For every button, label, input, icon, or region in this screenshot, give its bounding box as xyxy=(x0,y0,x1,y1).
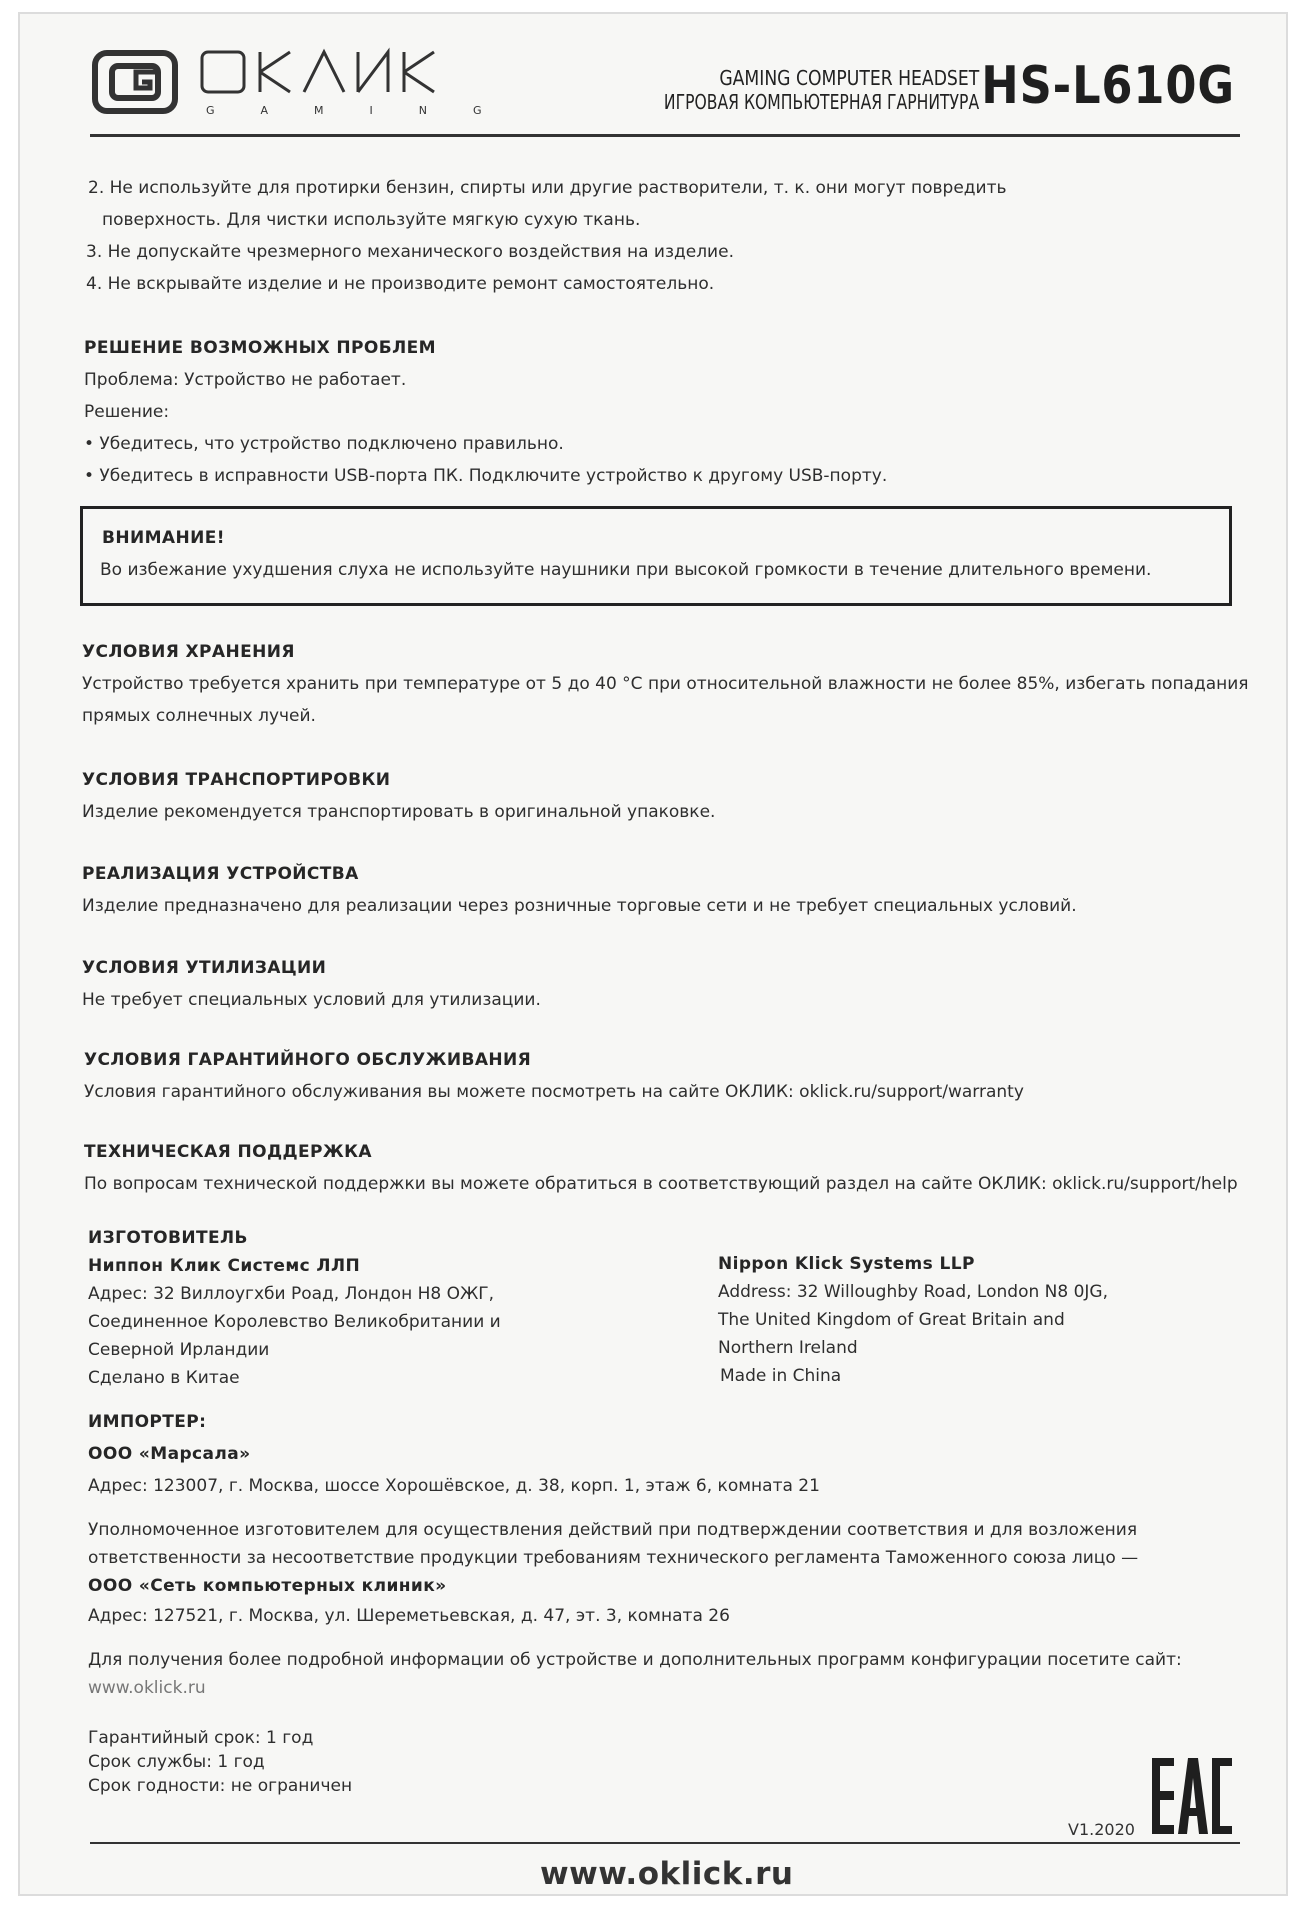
footer-website-link[interactable]: www.oklick.ru xyxy=(540,1856,794,1892)
solution-item: • Убедитесь, что устройство подключено правильно. xyxy=(84,434,564,454)
manufacturer-name-ru: Ниппон Клик Системс ЛЛП xyxy=(88,1256,361,1276)
warning-title: ВНИМАНИЕ! xyxy=(102,528,225,548)
manufacturer-name-en: Nippon Klick Systems LLP xyxy=(718,1254,975,1274)
more-info-link[interactable]: www.oklick.ru xyxy=(88,1678,206,1698)
manufacturer-address-ru: Адрес: 32 Виллоугхби Роад, Лондон Н8 ОЖГ, xyxy=(88,1284,495,1304)
transport-text: Изделие рекомендуется транспортировать в оригинальной упаковке. xyxy=(82,802,716,822)
solution-label: Решение: xyxy=(84,402,170,422)
disposal-text: Не требует специальных условий для утилизации. xyxy=(82,990,541,1010)
care-item-4: 4. Не вскрывайте изделие и не производите ремонт самостоятельно. xyxy=(86,274,715,294)
authorized-text: Уполномоченное изготовителем для осуществления действий при подтверждении соответствия и для возложения xyxy=(88,1520,1138,1540)
warning-text: Во избежание ухудшения слуха не используйте наушники при высокой громкости в течение длительного времени. xyxy=(100,560,1152,580)
section-title-disposal: УСЛОВИЯ УТИЛИЗАЦИИ xyxy=(82,958,327,978)
service-life: Срок службы: 1 год xyxy=(88,1752,265,1772)
section-title-warranty: УСЛОВИЯ ГАРАНТИЙНОГО ОБСЛУЖИВАНИЯ xyxy=(84,1050,532,1070)
more-info-text: Для получения более подробной информации об устройстве и дополнительных программ конфигурации посетите сайт: xyxy=(88,1650,1182,1670)
care-item-2: 2. Не используйте для протирки бензин, спирты или другие растворители, т. к. они могут повредить xyxy=(88,178,1007,198)
solution-item: • Убедитесь в исправности USB-порта ПК. Подключите устройство к другому USB-порту. xyxy=(84,466,888,486)
section-title-sale: РЕАЛИЗАЦИЯ УСТРОЙСТВА xyxy=(82,864,359,884)
section-title-importer: ИМПОРТЕР: xyxy=(88,1412,207,1432)
section-title-troubleshooting: РЕШЕНИЕ ВОЗМОЖНЫХ ПРОБЛЕМ xyxy=(84,338,436,358)
authorized-text-cont: ответственности за несоответствие продукции требованиям технического регламента Таможенного союза лицо — xyxy=(88,1548,1139,1568)
manufacturer-address-en: The United Kingdom of Great Britain and xyxy=(718,1310,1065,1330)
model-number: HS-L610G xyxy=(981,56,1235,116)
section-title-transport: УСЛОВИЯ ТРАНСПОРТИРОВКИ xyxy=(82,770,391,790)
product-title-ru: ИГРОВАЯ КОМПЬЮТЕРНАЯ ГАРНИТУРА xyxy=(663,90,979,114)
oklick-logo-icon xyxy=(92,50,178,114)
importer-address: Адрес: 123007, г. Москва, шоссе Хорошёвское, д. 38, корп. 1, этаж 6, комната 21 xyxy=(88,1476,820,1496)
warning-box xyxy=(80,506,1232,606)
care-item-3: 3. Не допускайте чрезмерного механического воздействия на изделие. xyxy=(86,242,734,262)
storage-text-cont: прямых солнечных лучей. xyxy=(82,706,316,726)
section-title-manufacturer: ИЗГОТОВИТЕЛЬ xyxy=(88,1228,248,1248)
brand-subtitle: GAMING xyxy=(206,104,528,117)
section-title-support: ТЕХНИЧЕСКАЯ ПОДДЕРЖКА xyxy=(84,1142,372,1162)
authorized-address: Адрес: 127521, г. Москва, ул. Шереметьевская, д. 47, эт. 3, комната 26 xyxy=(88,1606,730,1626)
shelf-life: Срок годности: не ограничен xyxy=(88,1776,353,1796)
brand-wordmark xyxy=(200,46,462,98)
product-title-en: GAMING COMPUTER HEADSET xyxy=(719,66,979,90)
sale-text: Изделие предназначено для реализации через розничные торговые сети и не требует специальных условий. xyxy=(82,896,1077,916)
authorized-name: ООО «Сеть компьютерных клиник» xyxy=(88,1576,447,1596)
manufacturer-address-en: Address: 32 Willoughby Road, London N8 0JG, xyxy=(718,1282,1108,1302)
manufacturer-origin-ru: Сделано в Китае xyxy=(88,1368,240,1388)
manufacturer-address-ru: Северной Ирландии xyxy=(88,1340,270,1360)
support-text: По вопросам технической поддержки вы можете обратиться в соответствующий раздел на сайте ОКЛИК: oklick.ru/support/help xyxy=(84,1174,1238,1194)
manufacturer-origin-en: Made in China xyxy=(720,1366,842,1386)
problem-text: Проблема: Устройство не работает. xyxy=(84,370,407,390)
header-divider xyxy=(90,134,1240,137)
warranty-period: Гарантийный срок: 1 год xyxy=(88,1728,314,1748)
footer-divider xyxy=(90,1842,1240,1844)
importer-name: ООО «Марсала» xyxy=(88,1444,251,1464)
eac-mark-icon xyxy=(1150,1756,1234,1836)
manufacturer-address-ru: Соединенное Королевство Великобритании и xyxy=(88,1312,501,1332)
care-item-2-cont: поверхность. Для чистки используйте мягкую сухую ткань. xyxy=(102,210,641,230)
document-version: V1.2020 xyxy=(1068,1820,1135,1839)
storage-text: Устройство требуется хранить при температуре от 5 до 40 °С при относительной влажности не более 85%, избегать попадания xyxy=(82,674,1249,694)
manufacturer-address-en: Northern Ireland xyxy=(718,1338,858,1358)
warranty-text: Условия гарантийного обслуживания вы можете посмотреть на сайте ОКЛИК: oklick.ru/support/warranty xyxy=(84,1082,1024,1102)
section-title-storage: УСЛОВИЯ ХРАНЕНИЯ xyxy=(82,642,295,662)
